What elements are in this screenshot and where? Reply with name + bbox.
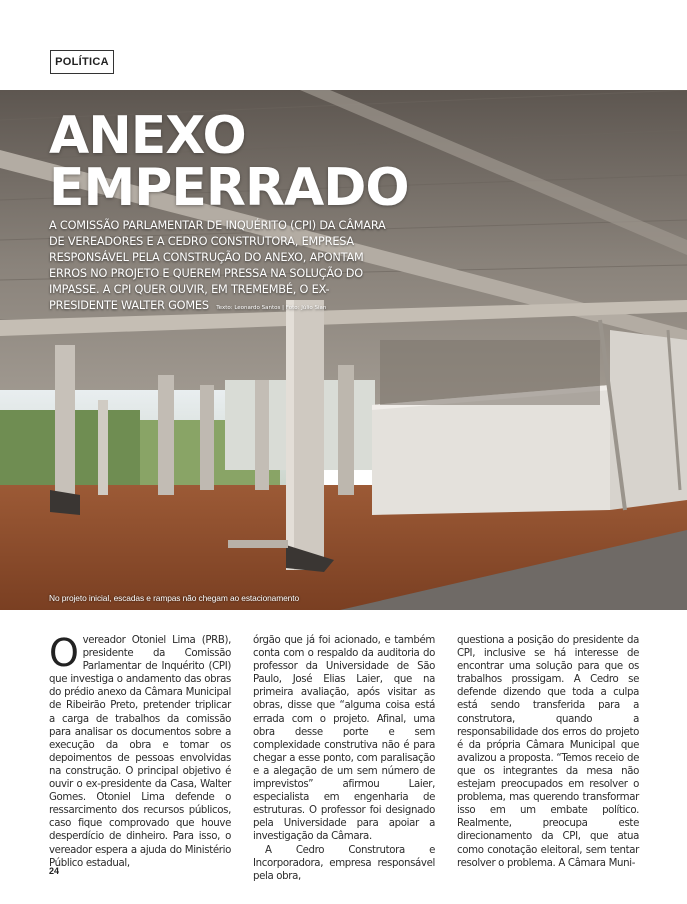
headline-line-2: EMPERRADO: [49, 158, 409, 218]
column-3-paragraph-1: questiona a posição do presidente da CPI, inclusive se há interesse de encontrar uma solução para que os trabalhos prossigam. A Cedro se defende dizendo que toda a culpa está sendo transferida para a construtora, quando a responsabilidade dos erros do projeto é da própria Câmara Municipal que avalizou a proposta. “Temos receio de que os integrantes da mesa não estejam preocupados em resolver o problema, mas querendo transformar isso em um embate político. Realmente, preocupa este direcionamento da CPI, que atua como conotação eleitoral, sem tentar resolver o problema. A Câmara Muni-: [457, 635, 639, 869]
article-column-1: [49, 631, 231, 870]
column-1-paragraph-1: vereador Otoniel Lima (PRB), presidente da Comissão Parlamentar de Inquérito (CPI) que investiga o andamento das obras do prédio anexo da Câmara Municipal de Ribeirão Preto, pretender triplicar a carga de trabalhos da comissão para analisar os documentos sobre a execução da obra e tomar os depoimentos de pessoas envolvidas na construção. O principal objetivo é ouvir o ex-presidente da Casa, Walter Gomes. Otoniel Lima defende o ressarcimento dos recursos públicos, caso fique comprovado que houve desperdício de dinheiro. Para isso, o vereador espera a ajuda do Ministério Público estadual,: [49, 635, 231, 869]
article-column-3: [457, 634, 639, 870]
page-number: 24: [49, 866, 60, 876]
column-2-paragraph-1: órgão que já foi acionado, e também conta com o respaldo da auditoria do professor da Universidade de São Paulo, José Elias Laier, que na primeira avaliação, após visitar as obras, disse que “alguma coisa está errada com o projeto. Afinal, uma obra desse porte e sem complexidade construtiva não é para chegar a esse ponto, com paralisação e a alegação de um sem número de imprevistos” afirmou Laier, especialista em engenharia de estruturas. O professor foi designado pela Universidade para apoiar a investigação da Câmara.: [253, 635, 435, 843]
lead-text: A COMISSÃO PARLAMENTAR DE INQUÉRITO (CPI) DA CÂMARA DE VEREADORES E A CEDRO CONSTRUTORA, EMPRESA RESPONSÁVEL PELA CONSTRUÇÃO DO ANEXO, APONTAM ERROS NO PROJETO E QUEREM PRESSA NA SOLUÇÃO DO IMPASSE. A CPI QUER OUVIR, EM TREMEMBÉ, O EX-PRESIDENTE WALTER GOMES: [49, 219, 386, 312]
lead-paragraph: [49, 218, 389, 316]
column-2-paragraph-2: A Cedro Construtora e Incorporadora, empresa responsável pela obra,: [253, 844, 435, 882]
headline-line-1: ANEXO: [49, 106, 246, 166]
article-column-2: [253, 634, 435, 883]
drop-cap: O: [49, 631, 79, 675]
headline: [49, 106, 409, 218]
section-label: POLÍTICA: [50, 50, 114, 74]
photo-credits: Texto: Leonardo Santos | Foto: Júlio Sian: [216, 305, 327, 311]
photo-caption: No projeto inicial, escadas e rampas não chegam ao estacionamento: [49, 593, 300, 603]
